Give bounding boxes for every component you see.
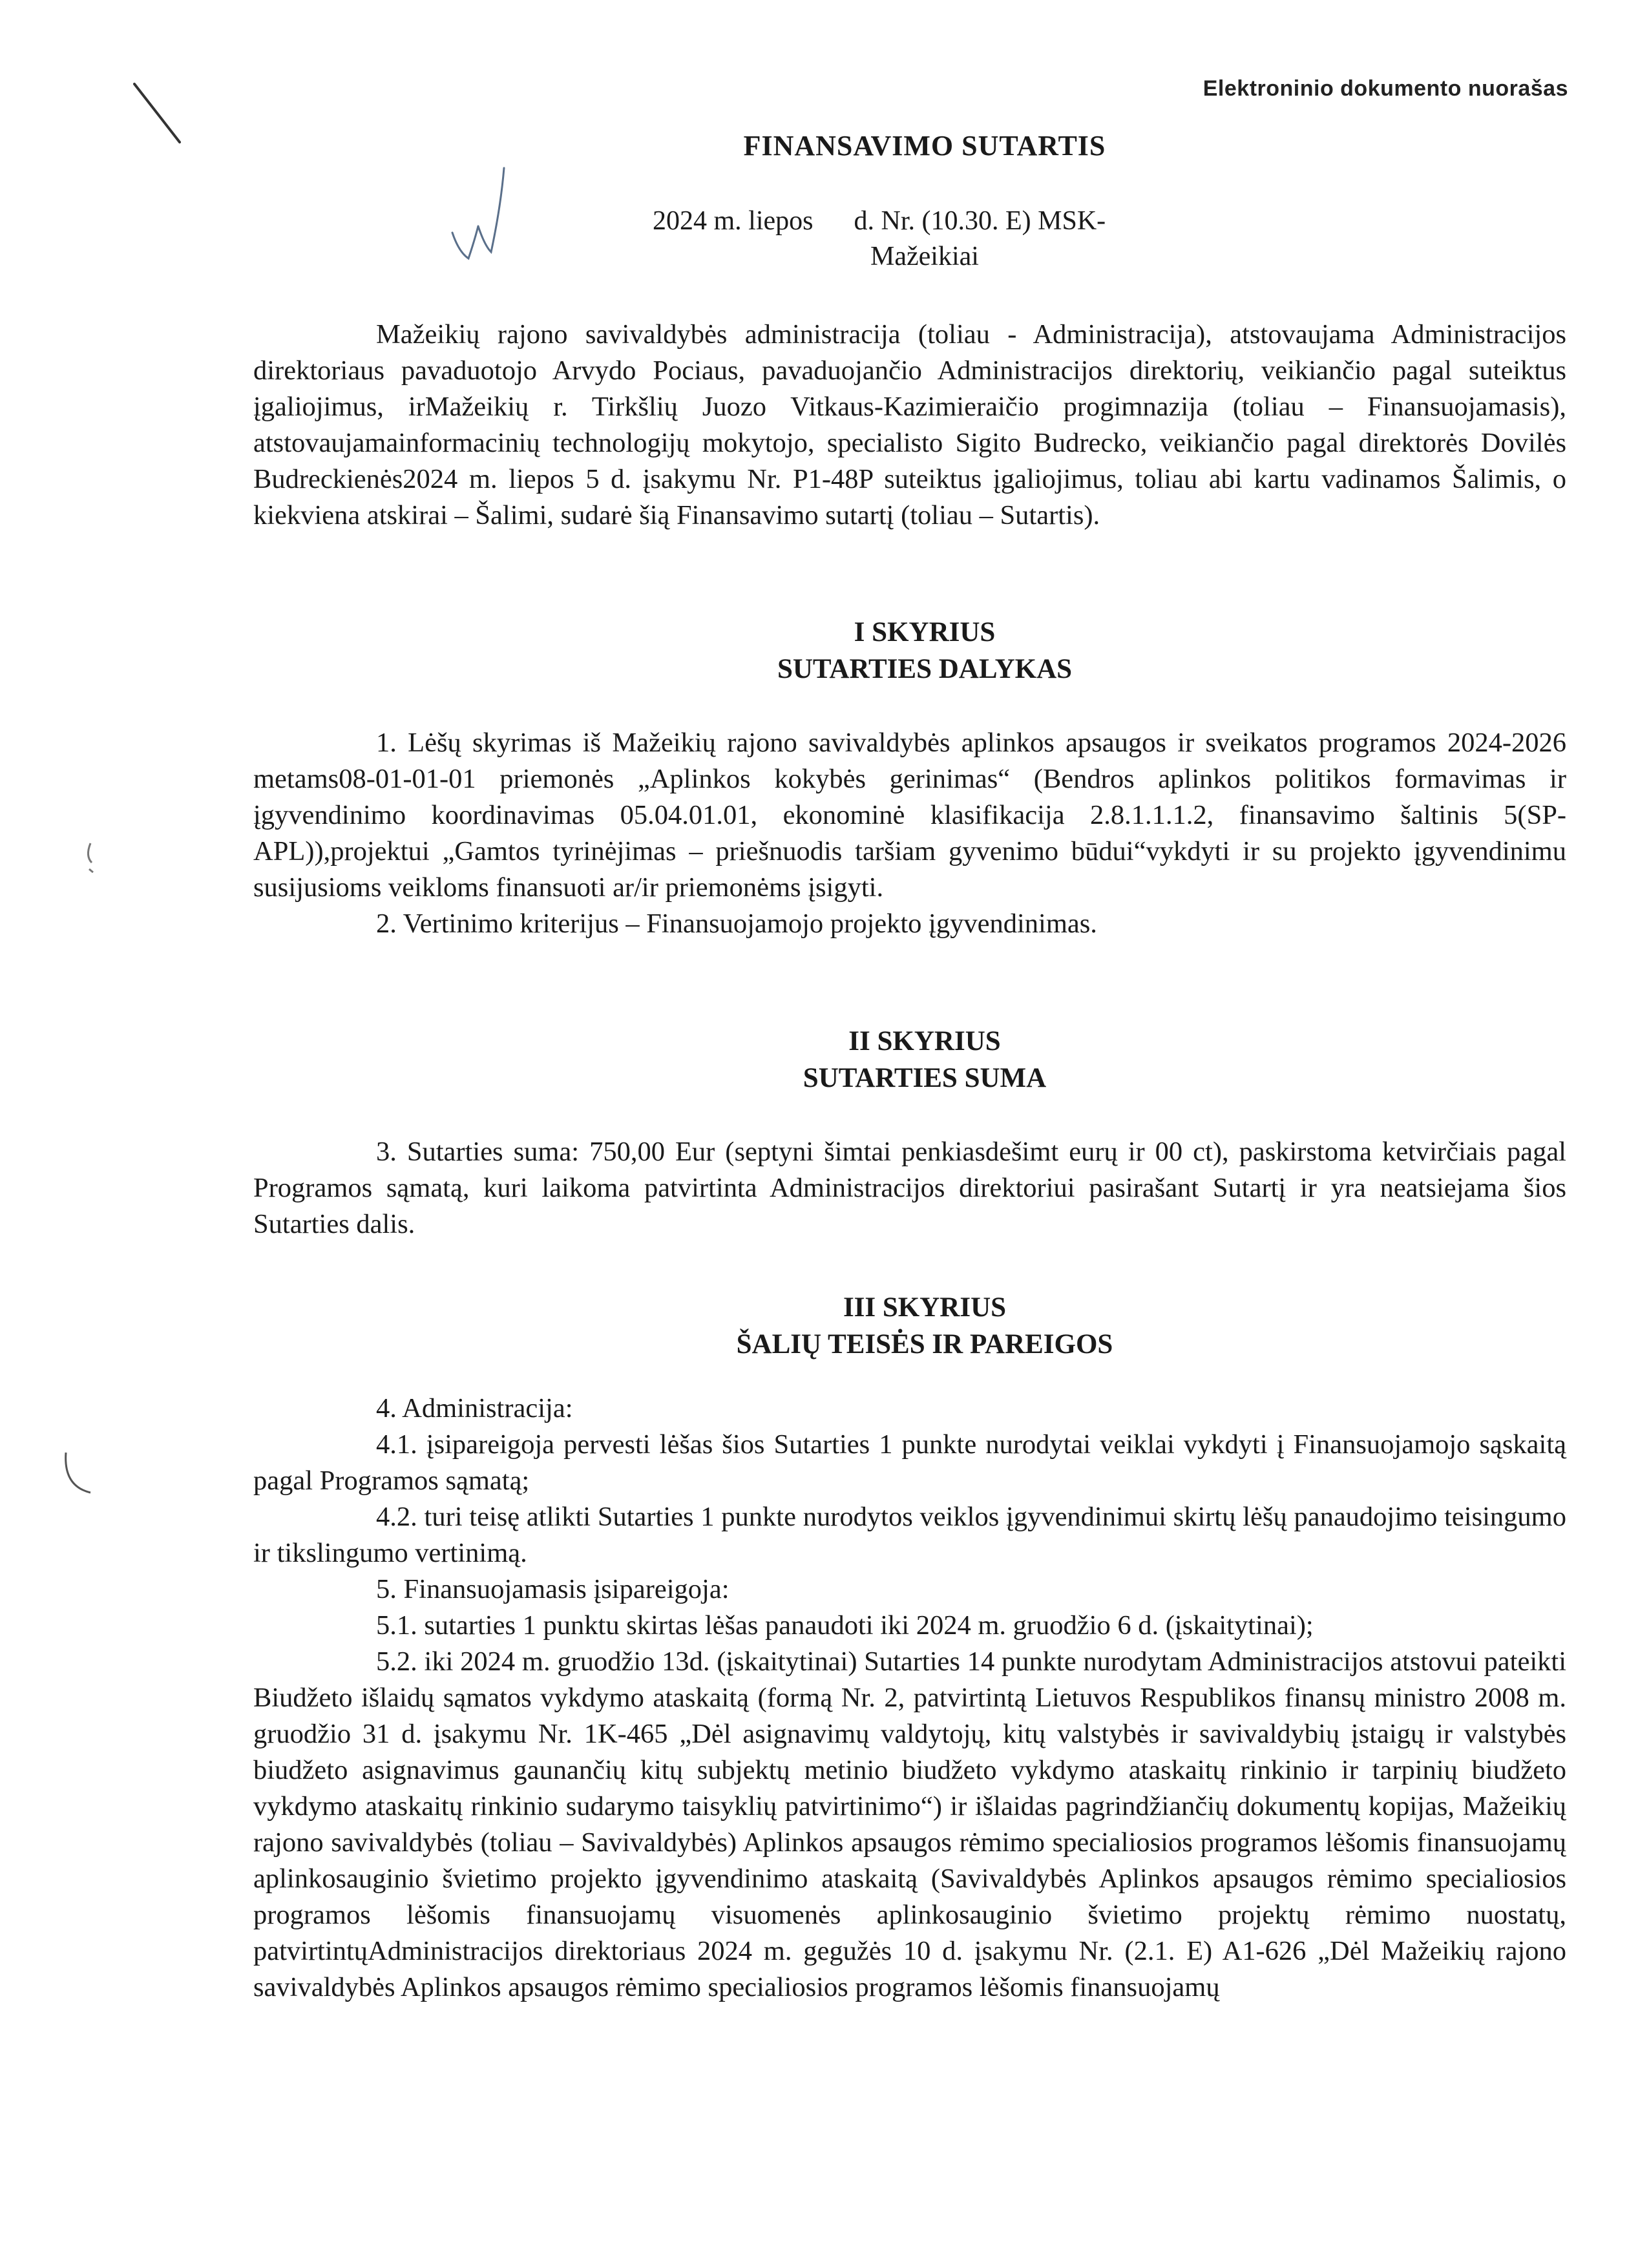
clause-4-1: 4.1. įsipareigoja pervesti lėšas šios Sutarties 1 punkte nurodytai veiklai vykdyti į Finansuojamojo sąskaitą pagal Programos sąmatą;	[253, 1429, 1566, 1496]
section-3-number: III SKYRIUS	[843, 1292, 1007, 1323]
section-1-body	[253, 725, 1566, 942]
electronic-copy-stamp: Elektroninio dokumento nuorašas	[1203, 76, 1568, 101]
section-3-heading	[0, 1289, 1649, 1363]
section-2-heading	[0, 1023, 1649, 1097]
section-1-title: SUTARTIES DALYKAS	[777, 654, 1073, 684]
clause-5: 5. Finansuojamasis įsipareigoja:	[376, 1574, 730, 1604]
clause-2: 2. Vertinimo kriterijus – Finansuojamojo projekto įgyvendinimas.	[376, 908, 1097, 939]
clause-4-2: 4.2. turi teisę atlikti Sutarties 1 punkte nurodytos veiklos įgyvendinimui skirtų lėšų panaudojimo teisingumo ir tikslingumo vertinimą.	[253, 1502, 1566, 1568]
clause-1: 1. Lėšų skyrimas iš Mažeikių rajono savivaldybės aplinkos apsaugos ir sveikatos programos 2024-2026 metams08-01-01-01 priemonės „Aplinkos kokybės gerinimas“ (Bendros aplinkos politikos formavimas ir įgyvendinimo koordinavimas 05.04.01.01, ekonominė klasifikacija 2.8.1.1.1.2, finansavimo šaltinis 5(SP-APL)),projektui „Gamtos tyrinėjimas – priešnuodis taršiam gyvenimo būdui“vykdyti ir su projekto įgyvendinimu susijusioms veikloms finansuoti ar/ir priemonėms įsigyti.	[253, 728, 1566, 903]
section-2-body	[253, 1134, 1566, 1243]
clause-5-2: 5.2. iki 2024 m. gruodžio 13d. (įskaitytinai) Sutarties 14 punkte nurodytam Administracijos atstovui pateikti Biudžeto išlaidų sąmatos vykdymo ataskaitą (formą Nr. 2, patvirtintą Lietuvos Respublikos finansų ministro 2008 m. gruodžio 31 d. įsakymu Nr. 1K-465 „Dėl asignavimų valdytojų, kitų valstybės ir savivaldybių įstaigų ir valstybės biudžeto asignavimus gaunančių kitų subjektų metinio biudžeto vykdymo ataskaitų rinkinio ir tarpinių biudžeto vykdymo ataskaitų rinkinio sudarymo taisyklių patvirtinimo“) ir išlaidas pagrindžiančių dokumentų kopijas, Mažeikių rajono savivaldybės (toliau – Savivaldybės) Aplinkos apsaugos rėmimo specialiosios programos lėšomis finansuojamų aplinkosauginio švietimo projekto įgyvendinimo ataskaitą (Savivaldybės Aplinkos apsaugos rėmimo specialiosios programos lėšomis finansuojamų visuomenės aplinkosauginio švietimo projektų rėmimo nuostatų, patvirtintųAdministracijos direktoriaus 2024 m. gegužės 10 d. įsakymu Nr. (2.1. E) A1-626 „Dėl Mažeikių rajono savivaldybės Aplinkos apsaugos rėmimo specialiosios programos lėšomis finansuojamų	[253, 1646, 1566, 2002]
intro-paragraph: Mažeikių rajono savivaldybės administracija (toliau - Administracija), atstovaujama Administracijos direktoriaus pavaduotojo Arvydo Pociaus, pavaduojančio Administracijos direktorių, veikiančio pagal suteiktus įgaliojimus, irMažeikių r. Tirkšlių Juozo Vitkaus-Kazimieraičio progimnazija (toliau – Finansuojamasis), atstovaujamainformacinių technologijų mokytojo, specialisto Sigito Budrecko, veikiančio pagal direktorės Dovilės Budreckienės2024 m. liepos 5 d. įsakymu Nr. P1-48P suteiktus įgaliojimus, toliau abi kartu vadinamos Šalimis, o kiekviena atskirai – Šalimi, sudarė šią Finansavimo sutartį (toliau – Sutartis).	[253, 319, 1566, 530]
section-2-number: II SKYRIUS	[848, 1026, 1001, 1056]
margin-bracket-mark	[58, 1447, 97, 1499]
section-1-number: I SKYRIUS	[854, 617, 996, 647]
section-3-title: ŠALIŲ TEISĖS IR PAREIGOS	[736, 1329, 1113, 1360]
clause-4: 4. Administracija:	[376, 1393, 573, 1423]
section-3-body	[253, 1391, 1566, 2006]
document-title: FINANSAVIMO SUTARTIS	[743, 130, 1106, 162]
intro-paragraph-block	[253, 317, 1566, 534]
clause-5-1: 5.1. sutarties 1 punktu skirtas lėšas panaudoti iki 2024 m. gruodžio 6 d. (įskaitytinai);	[376, 1610, 1314, 1641]
section-2-title: SUTARTIES SUMA	[803, 1063, 1047, 1093]
clause-3: 3. Sutarties suma: 750,00 Eur (septyni šimtai penkiasdešimt eurų ir 00 ct), paskirstoma ketvirčiais pagal Programos sąmatą, kuri laikoma patvirtinta Administracijos direktoriui pasirašant Sutartį ir yra neatsiejama šios Sutarties dalis.	[253, 1137, 1566, 1239]
document-number: 2024 m. liepos d. Nr. (10.30. E) MSK-	[653, 206, 1106, 236]
document-place: Mažeikiai	[870, 242, 979, 271]
section-1-heading	[0, 614, 1649, 688]
margin-mark	[78, 840, 103, 879]
